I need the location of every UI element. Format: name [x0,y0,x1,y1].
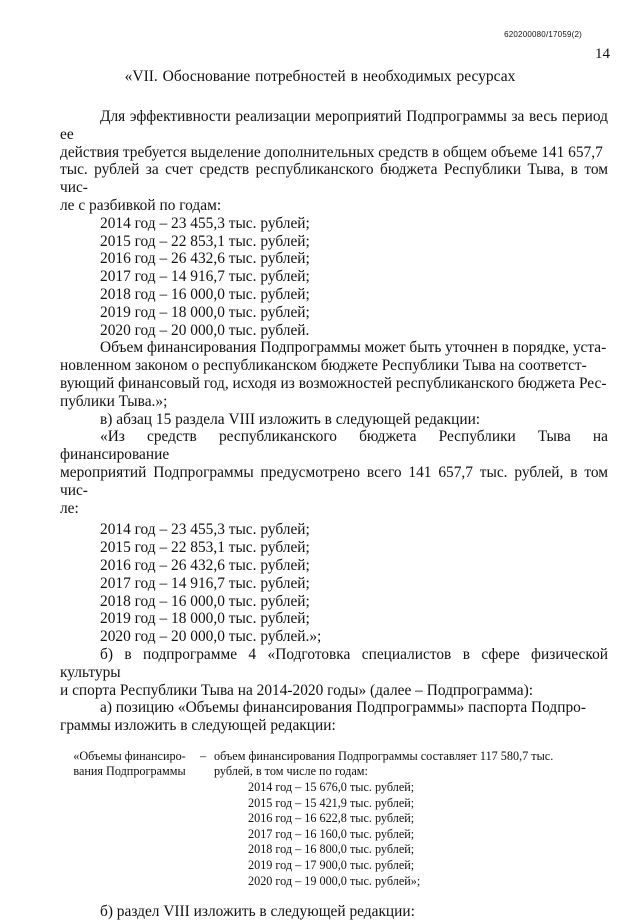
year-line: 2015 год – 22 853,1 тыс. рублей; [100,539,310,557]
passport-value [214,749,608,889]
intro-line: Для эффективности реализации мероприятий Подпрограммы за весь период ее [60,108,608,143]
year-line: 2020 год – 20 000,0 тыс. рублей.»; [100,628,322,646]
quote-line: мероприятий Подпрограммы предусмотрено всего 141 657,7 тыс. рублей, в том чис- [60,463,608,499]
passport-year-line: 2015 год – 15 421,9 тыс. рублей; [248,795,415,810]
year-line: 2016 год – 26 432,6 тыс. рублей; [100,250,310,268]
document-id: 620200080/17059(2) [504,30,582,39]
intro-line: тыс. рублей за счет средств республиканского бюджета Республики Тыва, в том чис- [60,161,608,197]
amendment-item-v: в) абзац 15 раздела VIII изложить в следующей редакции: [100,410,481,428]
year-line: 2016 год – 26 432,6 тыс. рублей; [100,556,310,574]
year-line: 2019 год – 18 000,0 тыс. рублей; [100,303,310,321]
passport-year-line: 2016 год – 16 622,8 тыс. рублей; [248,811,415,826]
year-line: 2014 год – 23 455,3 тыс. рублей; [100,521,310,539]
volume-line: публики Тыва.»; [60,392,168,410]
passport-label-line: «Объемы финансиро- [73,748,186,763]
intro-line: ле с разбивкой по годам: [60,196,222,214]
year-line: 2019 год – 18 000,0 тыс. рублей; [100,610,310,628]
passport-label [62,749,197,780]
quote-line: «Из средств республиканского бюджета Республики Тыва на финансирование [60,428,608,464]
year-line: 2015 год – 22 853,1 тыс. рублей; [100,232,310,250]
intro-line: действия требуется выделение дополнительных средств в общем объеме 141 657,7 [60,143,603,161]
passport-year-line: 2020 год – 19 000,0 тыс. рублей»; [248,873,421,888]
year-line: 2014 год – 23 455,3 тыс. рублей; [100,214,310,232]
year-line: 2017 год – 14 916,7 тыс. рублей; [100,574,310,592]
amendment-item-b: б) в подпрограмме 4 «Подготовка специалистов в сфере физической культуры [60,645,608,681]
year-line: 2020 год – 20 000,0 тыс. рублей. [100,321,310,339]
passport-year-line: 2014 год – 15 676,0 тыс. рублей; [248,780,415,795]
amendment-item-a: граммы изложить в следующей редакции: [60,717,336,735]
year-line: 2017 год – 14 916,7 тыс. рублей; [100,268,310,286]
volume-line: Объем финансирования Подпрограммы может быть уточнен в порядке, уста- [100,339,607,357]
document-body [60,108,608,921]
page-number: 14 [595,46,610,62]
amendment-item-b2: б) раздел VIII изложить в следующей редакции: [100,903,415,921]
passport-year-line: 2018 год – 16 800,0 тыс. рублей; [248,842,415,857]
quote-line: ле: [60,499,79,517]
volume-line: вующий финансовый год, исходя из возможностей республиканского бюджета Рес- [60,374,607,392]
passport-position [62,749,608,889]
passport-value-line: объем финансирования Подпрограммы составляет 117 580,7 тыс. [214,748,554,763]
section-title: «VII. Обоснование потребностей в необходимых ресурсах [124,68,516,85]
amendment-item-a: а) позицию «Объемы финансирования Подпрограммы» паспорта Подпро- [100,699,586,717]
amendment-item-b: и спорта Республики Тыва на 2014-2020 годы» (далее – Подпрограмма): [60,681,533,699]
passport-year-line: 2017 год – 16 160,0 тыс. рублей; [248,826,415,841]
year-line: 2018 год – 16 000,0 тыс. рублей; [100,285,310,303]
passport-value-line: рублей, в том числе по годам: [214,764,368,779]
volume-line: новленном законом о республиканском бюджете Республики Тыва на соответст- [60,357,587,375]
passport-label-line: вания Подпрограммы [73,764,186,779]
year-line: 2018 год – 16 000,0 тыс. рублей; [100,592,310,610]
passport-dash: – [200,748,207,763]
passport-year-line: 2019 год – 17 900,0 тыс. рублей; [248,858,415,873]
